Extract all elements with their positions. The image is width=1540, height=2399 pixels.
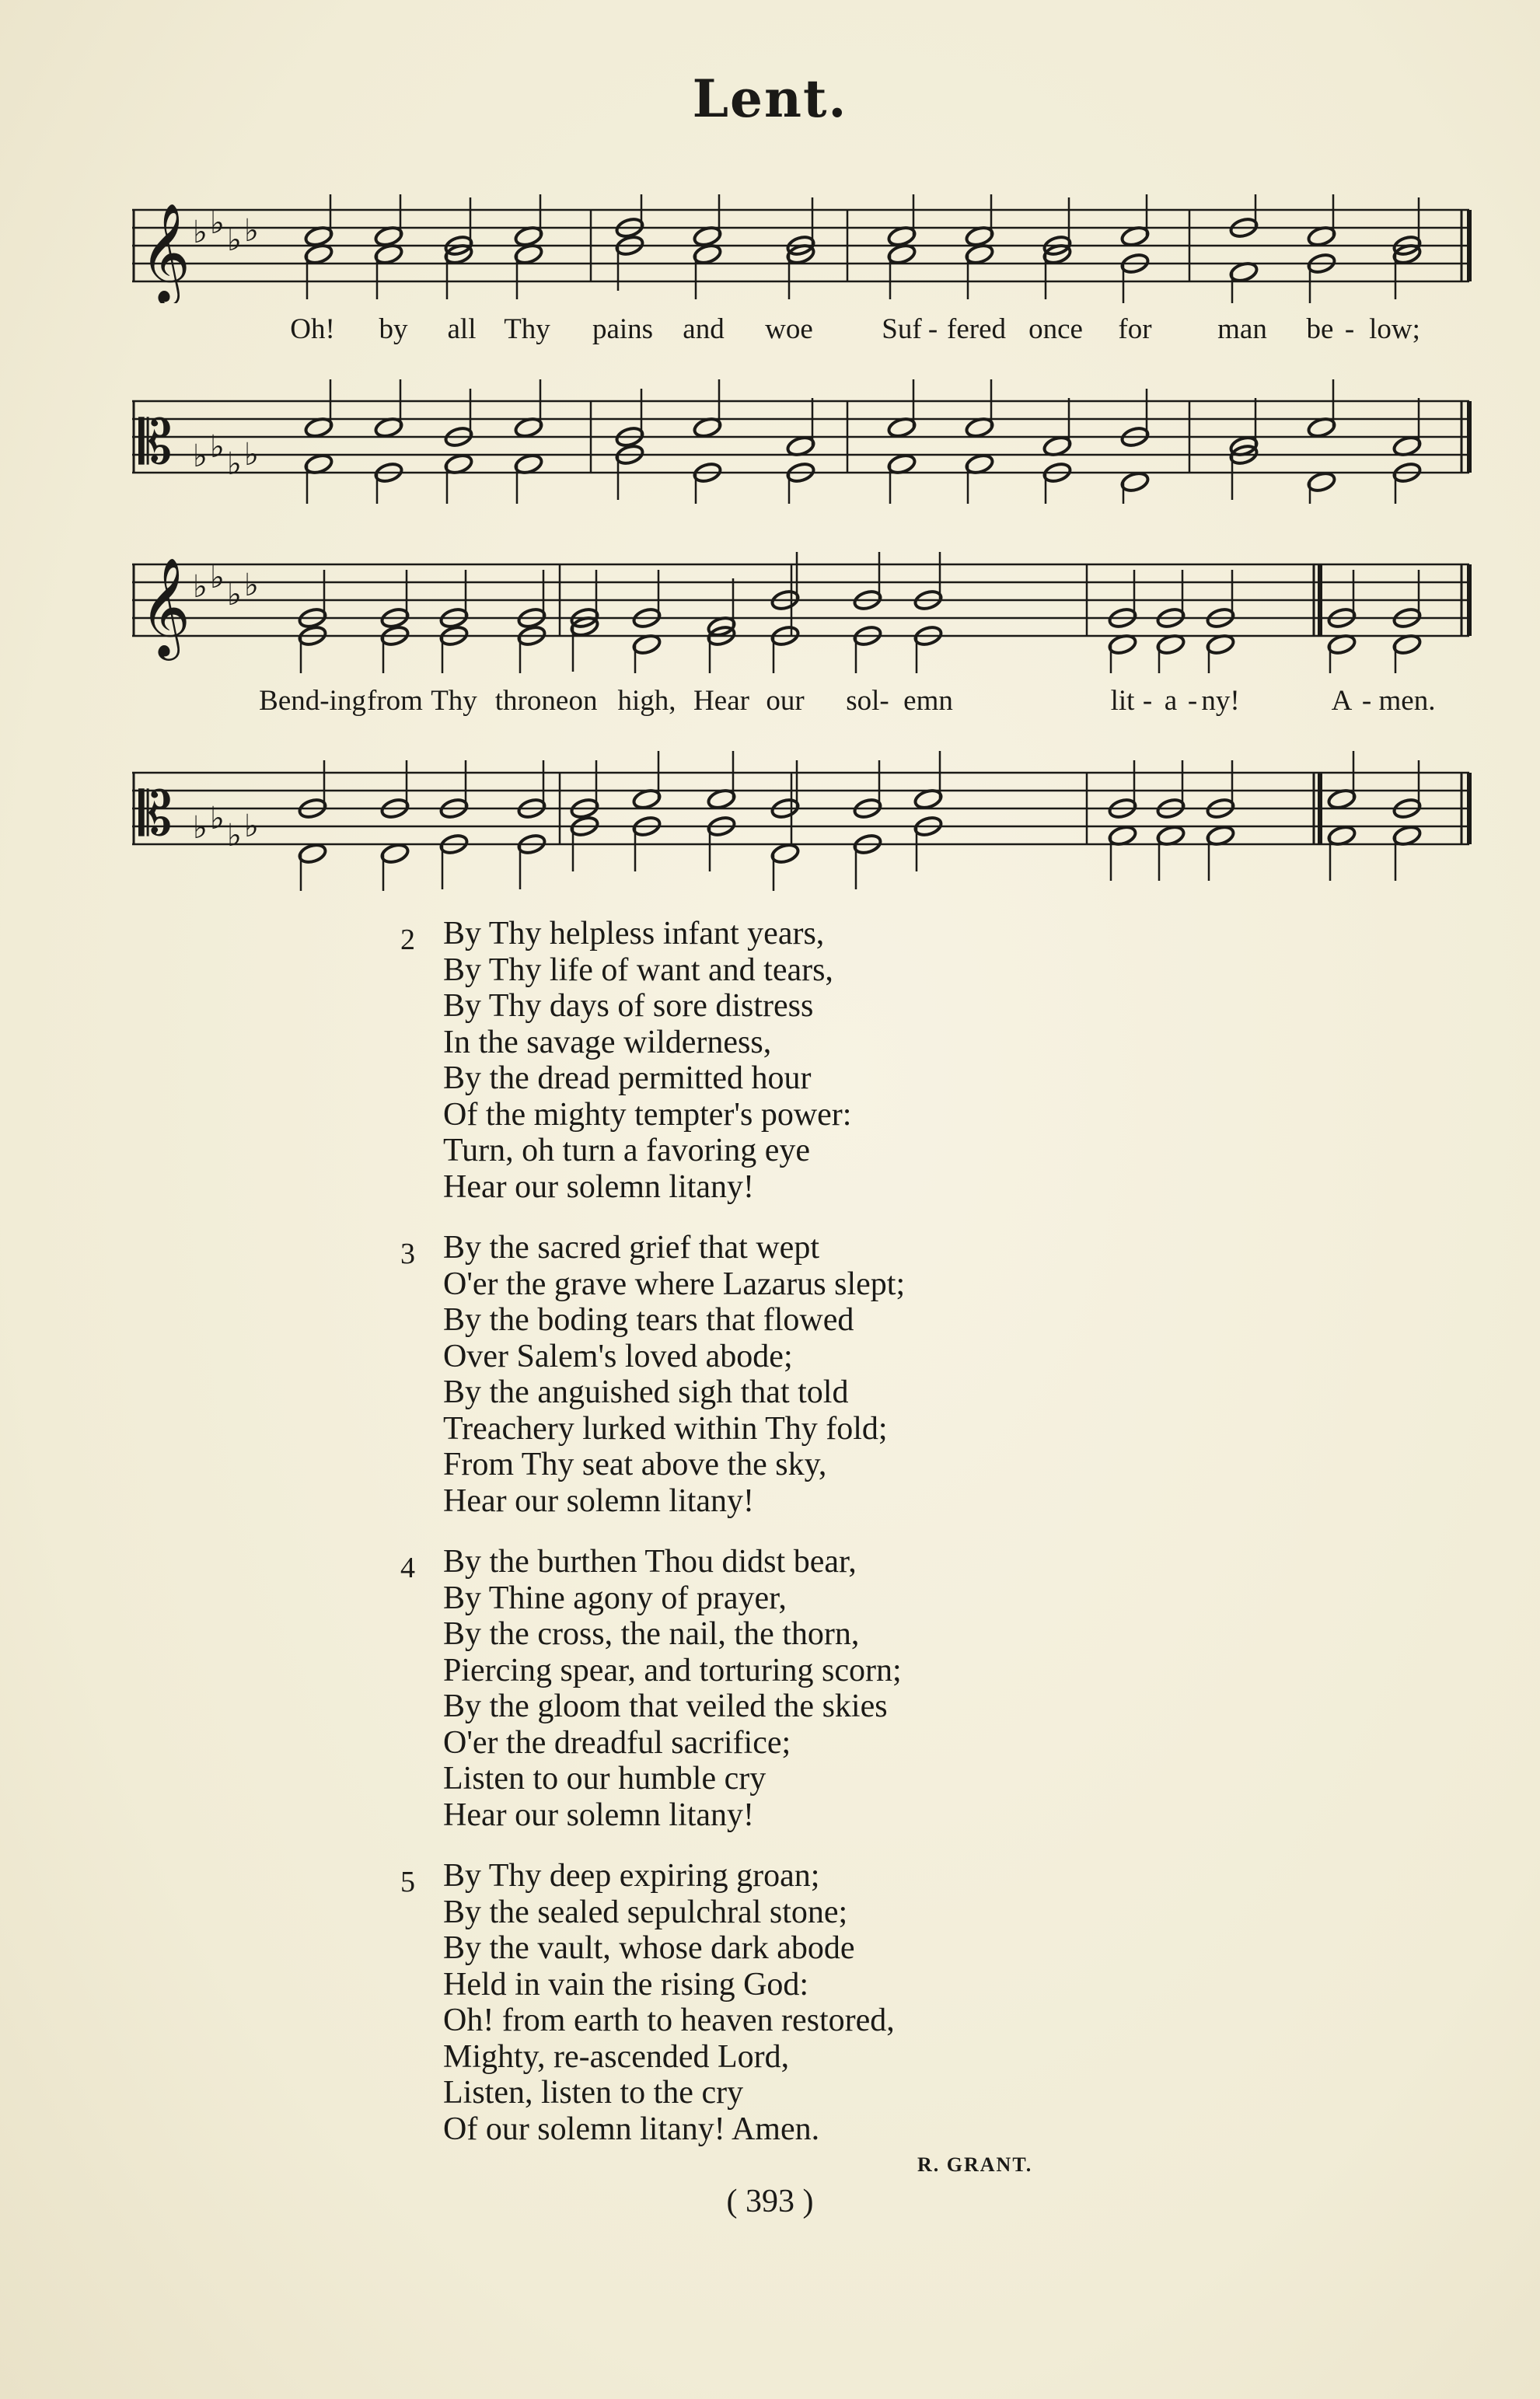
verse-number: 4 xyxy=(400,1552,415,1584)
svg-text:♭: ♭ xyxy=(193,438,208,473)
verse-3 xyxy=(400,1230,906,1519)
lyric-syllable: low; xyxy=(1369,313,1420,345)
svg-text:𝄡: 𝄡 xyxy=(138,409,173,477)
lyric-syllable: woe xyxy=(765,313,813,345)
svg-text:♭: ♭ xyxy=(210,560,225,595)
lyric-syllable: man xyxy=(1217,313,1267,345)
lyric-syllable: once xyxy=(1028,313,1083,345)
svg-text:♭: ♭ xyxy=(193,810,208,845)
lyric-syllable: Suf xyxy=(882,313,922,345)
lyric-syllable: emn xyxy=(903,685,953,717)
verse-5 xyxy=(400,1858,895,2147)
note-head xyxy=(380,842,410,865)
verse-4 xyxy=(400,1544,902,1833)
lyric-syllable: Oh! xyxy=(290,313,335,345)
note-head xyxy=(1307,470,1337,494)
svg-text:𝄡: 𝄡 xyxy=(138,780,173,848)
verse-line: By the sealed sepulchral stone; xyxy=(443,1894,848,1930)
bass-staff-2 xyxy=(132,735,1472,891)
lyric-syllable: lit xyxy=(1110,685,1135,717)
verse-line: Hear our solemn litany! xyxy=(443,1797,755,1833)
svg-text:♭: ♭ xyxy=(193,569,208,604)
lyric-syllable: be xyxy=(1306,313,1334,345)
lyric-syllable: on xyxy=(568,685,598,717)
verse-line: Oh! from earth to heaven restored, xyxy=(443,2003,895,2038)
lyric-syllable: Bend-ing xyxy=(259,685,366,717)
verse-line: Hear our solemn litany! xyxy=(443,1482,755,1519)
lyric-syllable: high, xyxy=(617,685,676,717)
verse-number: 2 xyxy=(400,924,415,956)
verse-number: 5 xyxy=(400,1866,415,1898)
lyric-syllable: - xyxy=(927,313,938,345)
lyric-syllable: sol- xyxy=(846,685,889,717)
lyric-syllable: and xyxy=(683,313,725,345)
lyric-syllable: ny! xyxy=(1201,685,1240,717)
svg-text:♭: ♭ xyxy=(244,437,259,472)
svg-text:♭: ♭ xyxy=(244,808,259,843)
verse-line: By Thy helpless infant years, xyxy=(443,916,825,952)
svg-text:♭: ♭ xyxy=(244,213,259,248)
verse-line: In the savage wilderness, xyxy=(443,1024,772,1060)
svg-text:♭: ♭ xyxy=(210,205,225,240)
staff-svg xyxy=(132,194,1472,303)
lyric-syllable: Thy xyxy=(431,685,477,717)
lyric-syllable: Thy xyxy=(504,313,550,345)
verse-line: Treachery lurked within Thy fold; xyxy=(443,1410,888,1447)
lyric-syllable: our xyxy=(766,685,805,717)
verse-line: By Thine agony of prayer, xyxy=(443,1580,787,1616)
author-attribution: R. GRANT. xyxy=(917,2153,1033,2176)
svg-text:𝄞: 𝄞 xyxy=(140,202,191,302)
verse-line: Over Salem's loved abode; xyxy=(443,1338,793,1374)
verse-number: 3 xyxy=(400,1238,415,1270)
lyric-syllable: A xyxy=(1331,685,1353,717)
lyric-syllable: throne xyxy=(494,685,569,717)
verse-line: Held in vain the rising God: xyxy=(443,1966,809,2003)
page-title: Lent. xyxy=(692,68,848,129)
verse-line: Hear our solemn litany! xyxy=(443,1168,755,1205)
verse-line: By the gloom that veiled the skies xyxy=(443,1688,888,1724)
verse-line: By Thy life of want and tears, xyxy=(443,952,833,988)
verse-line: Listen to our humble cry xyxy=(443,1761,767,1797)
verse-2 xyxy=(400,916,852,1205)
verse-line: From Thy seat above the sky, xyxy=(443,1447,827,1482)
verse-line: O'er the dreadful sacrifice; xyxy=(443,1724,791,1761)
lyric-syllable: pains xyxy=(592,313,654,345)
svg-text:♭: ♭ xyxy=(227,222,242,257)
svg-text:♭: ♭ xyxy=(227,446,242,481)
svg-text:♭: ♭ xyxy=(227,818,242,853)
note-head xyxy=(298,842,328,865)
lyric-syllable: men. xyxy=(1378,685,1436,717)
lyric-syllable: all xyxy=(447,313,477,345)
verse-line: By the cross, the nail, the thorn, xyxy=(443,1616,860,1652)
page-number: ( 393 ) xyxy=(726,2184,814,2219)
svg-text:♭: ♭ xyxy=(193,215,208,250)
staff-svg xyxy=(132,549,1472,673)
verse-line: Mighty, re-ascended Lord, xyxy=(443,2038,790,2075)
svg-text:♭: ♭ xyxy=(210,801,225,836)
lyric-syllable: - xyxy=(1344,313,1355,345)
verse-line: By Thy deep expiring groan; xyxy=(443,1858,820,1894)
bass-staff-1 xyxy=(132,364,1472,504)
verse-line: By the anguished sigh that told xyxy=(443,1374,849,1410)
staff-svg xyxy=(132,735,1472,891)
svg-text:𝄞: 𝄞 xyxy=(140,557,191,656)
treble-staff-1 xyxy=(132,194,1472,303)
lyric-syllable: from xyxy=(367,685,423,717)
lyric-syllable: for xyxy=(1118,313,1152,345)
treble-staff-2 xyxy=(132,549,1472,673)
note-head xyxy=(1120,470,1151,494)
verse-line: By the burthen Thou didst bear, xyxy=(443,1544,857,1580)
verse-line: By Thy days of sore distress xyxy=(443,988,814,1024)
verse-line: Turn, oh turn a favoring eye xyxy=(443,1133,811,1168)
verse-line: By the vault, whose dark abode xyxy=(443,1930,855,1966)
verse-line: By the boding tears that flowed xyxy=(443,1302,854,1338)
staff-svg xyxy=(132,364,1472,504)
verse-line: By the dread permitted hour xyxy=(443,1060,812,1096)
note-head xyxy=(770,842,801,865)
verse-line: Of the mighty tempter's power: xyxy=(443,1096,852,1133)
svg-text:♭: ♭ xyxy=(244,567,259,602)
svg-text:♭: ♭ xyxy=(210,429,225,464)
verse-line: Listen, listen to the cry xyxy=(443,2075,744,2111)
lyric-syllable: by xyxy=(379,313,408,345)
lyric-syllable: - xyxy=(1361,685,1372,717)
lyric-syllable: - xyxy=(1142,685,1153,717)
verse-line: Piercing spear, and torturing scorn; xyxy=(443,1652,902,1688)
svg-text:♭: ♭ xyxy=(227,577,242,612)
lyric-syllable: a xyxy=(1164,685,1178,717)
verse-line: By the sacred grief that wept xyxy=(443,1230,819,1266)
lyric-syllable: Hear xyxy=(693,685,749,717)
lyric-syllable: fered xyxy=(947,313,1006,345)
verse-line: O'er the grave where Lazarus slept; xyxy=(443,1266,906,1302)
verse-line: Of our solemn litany! Amen. xyxy=(443,2111,820,2147)
lyric-syllable: - xyxy=(1187,685,1198,717)
